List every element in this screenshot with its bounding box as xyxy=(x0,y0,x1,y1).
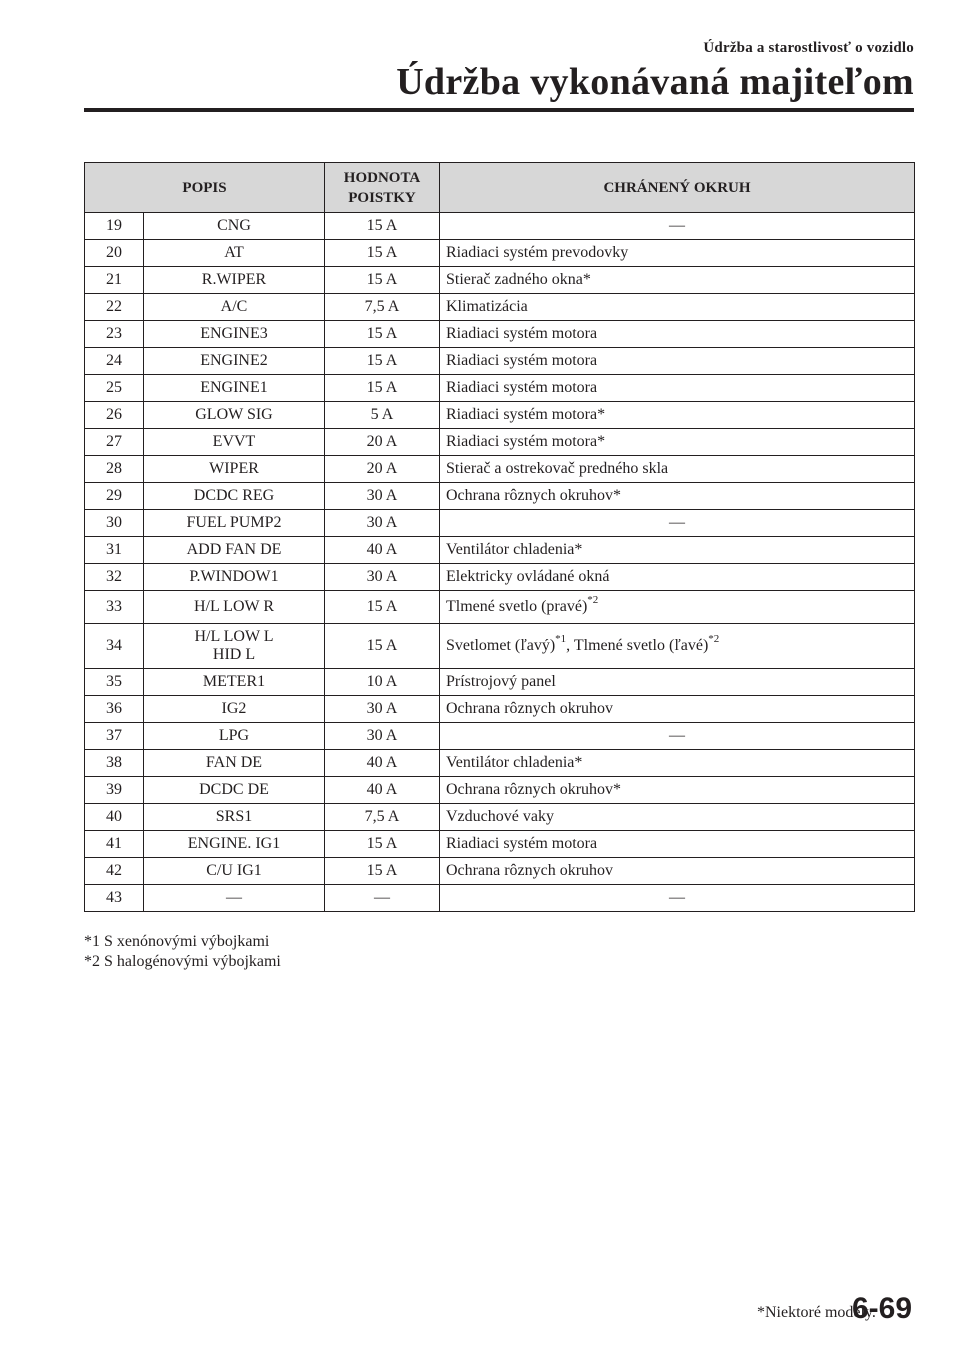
protected-circuit: Stierač a ostrekovač predného skla xyxy=(440,456,915,483)
table-row xyxy=(85,429,915,456)
fuse-name: H/L LOW R xyxy=(144,591,325,624)
header-hodnota-line1: HODNOTA xyxy=(343,169,421,186)
fuse-amperage: 5 A xyxy=(325,402,440,429)
fuse-amperage: 30 A xyxy=(325,564,440,591)
fuse-amperage: 15 A xyxy=(325,591,440,624)
fuse-number: 36 xyxy=(85,696,144,723)
fuse-name: GLOW SIG xyxy=(144,402,325,429)
fuse-amperage: 40 A xyxy=(325,537,440,564)
fuse-number: 41 xyxy=(85,831,144,858)
table-row xyxy=(85,669,915,696)
fuse-amperage: 20 A xyxy=(325,456,440,483)
fuse-amperage: 20 A xyxy=(325,429,440,456)
protected-circuit: Ochrana rôznych okruhov* xyxy=(440,777,915,804)
protected-circuit: Riadiaci systém motora* xyxy=(440,402,915,429)
fuse-table-body xyxy=(85,213,915,912)
fuse-name: EVVT xyxy=(144,429,325,456)
fuse-amperage: 15 A xyxy=(325,348,440,375)
circuit-text: , Tlmené svetlo (ľavé) xyxy=(566,637,709,654)
fuse-amperage: 30 A xyxy=(325,483,440,510)
section-title: Údržba a starostlivosť o vozidlo xyxy=(703,40,914,56)
fuse-number: 32 xyxy=(85,564,144,591)
protected-circuit: Riadiaci systém motora xyxy=(440,348,915,375)
footnote-1: *1 S xenónovými výbojkami xyxy=(84,933,270,950)
protected-circuit: Riadiaci systém motora xyxy=(440,375,915,402)
fuse-name: ENGINE2 xyxy=(144,348,325,375)
table-row xyxy=(85,483,915,510)
protected-circuit xyxy=(440,624,915,669)
fuse-number: 22 xyxy=(85,294,144,321)
fuse-name xyxy=(144,624,325,669)
header-okruh: CHRÁNENÝ OKRUH xyxy=(440,163,915,213)
table-row xyxy=(85,591,915,624)
fuse-number: 30 xyxy=(85,510,144,537)
fuse-name: DCDC REG xyxy=(144,483,325,510)
protected-circuit: Riadiaci systém prevodovky xyxy=(440,240,915,267)
protected-circuit: Prístrojový panel xyxy=(440,669,915,696)
fuse-amperage: 30 A xyxy=(325,510,440,537)
protected-circuit xyxy=(440,591,915,624)
protected-circuit: Ochrana rôznych okruhov* xyxy=(440,483,915,510)
fuse-number: 43 xyxy=(85,885,144,912)
table-header-row xyxy=(85,163,915,213)
fuse-name: LPG xyxy=(144,723,325,750)
protected-circuit: Riadiaci systém motora* xyxy=(440,429,915,456)
protected-circuit: Elektricky ovládané okná xyxy=(440,564,915,591)
fuse-number: 21 xyxy=(85,267,144,294)
fuse-name: FAN DE xyxy=(144,750,325,777)
fuse-name: A/C xyxy=(144,294,325,321)
fuse-number: 20 xyxy=(85,240,144,267)
footnote-2: *2 S halogénovými výbojkami xyxy=(84,953,281,970)
header-hodnota-line2: POISTKY xyxy=(348,189,416,206)
fuse-number: 25 xyxy=(85,375,144,402)
protected-circuit: — xyxy=(440,213,915,240)
protected-circuit: Ochrana rôznych okruhov xyxy=(440,696,915,723)
fuse-number: 35 xyxy=(85,669,144,696)
fuse-amperage: — xyxy=(325,885,440,912)
fuse-table xyxy=(84,162,915,912)
fuse-name: P.WINDOW1 xyxy=(144,564,325,591)
protected-circuit: Vzduchové vaky xyxy=(440,804,915,831)
protected-circuit: Stierač zadného okna* xyxy=(440,267,915,294)
fuse-amperage: 30 A xyxy=(325,696,440,723)
table-row xyxy=(85,831,915,858)
fuse-number: 40 xyxy=(85,804,144,831)
protected-circuit: — xyxy=(440,723,915,750)
protected-circuit: — xyxy=(440,510,915,537)
table-row xyxy=(85,750,915,777)
fuse-amperage: 10 A xyxy=(325,669,440,696)
fuse-number: 24 xyxy=(85,348,144,375)
circuit-text: Svetlomet (ľavý) xyxy=(446,637,556,654)
table-row xyxy=(85,885,915,912)
fuse-name: IG2 xyxy=(144,696,325,723)
protected-circuit: Klimatizácia xyxy=(440,294,915,321)
fuse-number: 29 xyxy=(85,483,144,510)
fuse-name: METER1 xyxy=(144,669,325,696)
fuse-amperage: 15 A xyxy=(325,213,440,240)
fuse-name: — xyxy=(144,885,325,912)
table-row xyxy=(85,456,915,483)
fuse-number: 23 xyxy=(85,321,144,348)
header-popis: POPIS xyxy=(85,163,325,213)
table-row xyxy=(85,804,915,831)
protected-circuit: Riadiaci systém motora xyxy=(440,321,915,348)
table-row xyxy=(85,375,915,402)
fuse-number: 19 xyxy=(85,213,144,240)
footnote-ref: *1 xyxy=(555,632,567,645)
fuse-number: 28 xyxy=(85,456,144,483)
fuse-amperage: 15 A xyxy=(325,240,440,267)
fuse-name: CNG xyxy=(144,213,325,240)
page-number: 6-69 xyxy=(852,1292,913,1325)
header-hodnota xyxy=(325,163,440,213)
fuse-amperage: 40 A xyxy=(325,777,440,804)
table-row xyxy=(85,240,915,267)
protected-circuit: Ventilátor chladenia* xyxy=(440,537,915,564)
fuse-name: DCDC DE xyxy=(144,777,325,804)
fuse-name: AT xyxy=(144,240,325,267)
fuse-number: 38 xyxy=(85,750,144,777)
fuse-number: 42 xyxy=(85,858,144,885)
fuse-amperage: 15 A xyxy=(325,267,440,294)
table-row xyxy=(85,537,915,564)
fuse-amperage: 15 A xyxy=(325,831,440,858)
circuit-text: Tlmené svetlo (pravé) xyxy=(446,598,588,615)
fuse-number: 39 xyxy=(85,777,144,804)
table-row xyxy=(85,696,915,723)
fuse-name: WIPER xyxy=(144,456,325,483)
fuse-amperage: 40 A xyxy=(325,750,440,777)
fuse-amperage: 7,5 A xyxy=(325,294,440,321)
fuse-number: 33 xyxy=(85,591,144,624)
table-row xyxy=(85,564,915,591)
fuse-name: ADD FAN DE xyxy=(144,537,325,564)
fuse-number: 27 xyxy=(85,429,144,456)
fuse-amperage: 7,5 A xyxy=(325,804,440,831)
protected-circuit: — xyxy=(440,885,915,912)
page-title: Údržba vykonávaná majiteľom xyxy=(396,61,914,103)
protected-circuit: Riadiaci systém motora xyxy=(440,831,915,858)
fuse-name: FUEL PUMP2 xyxy=(144,510,325,537)
fuse-amperage: 15 A xyxy=(325,375,440,402)
protected-circuit: Ochrana rôznych okruhov xyxy=(440,858,915,885)
fuse-number: 37 xyxy=(85,723,144,750)
table-row xyxy=(85,402,915,429)
fuse-amperage: 30 A xyxy=(325,723,440,750)
table-row xyxy=(85,348,915,375)
fuse-name-line: HID L xyxy=(212,646,256,663)
fuse-name: R.WIPER xyxy=(144,267,325,294)
footer-note: *Niektoré modely. xyxy=(757,1304,876,1321)
table-row xyxy=(85,510,915,537)
fuse-amperage: 15 A xyxy=(325,624,440,669)
table-row xyxy=(85,321,915,348)
fuse-name: SRS1 xyxy=(144,804,325,831)
table-row xyxy=(85,624,915,669)
table-row xyxy=(85,777,915,804)
table-row xyxy=(85,213,915,240)
fuse-number: 26 xyxy=(85,402,144,429)
fuse-name: ENGINE. IG1 xyxy=(144,831,325,858)
footnote-ref: *2 xyxy=(587,593,599,606)
fuse-amperage: 15 A xyxy=(325,321,440,348)
fuse-number: 34 xyxy=(85,624,144,669)
table-row xyxy=(85,294,915,321)
fuse-name-line: H/L LOW L xyxy=(194,628,274,645)
fuse-name: C/U IG1 xyxy=(144,858,325,885)
footnote-ref: *2 xyxy=(708,632,720,645)
fuse-name: ENGINE1 xyxy=(144,375,325,402)
footnotes xyxy=(84,932,281,972)
fuse-name: ENGINE3 xyxy=(144,321,325,348)
fuse-number: 31 xyxy=(85,537,144,564)
fuse-amperage: 15 A xyxy=(325,858,440,885)
table-row xyxy=(85,267,915,294)
table-row xyxy=(85,723,915,750)
header-divider xyxy=(84,108,914,112)
protected-circuit: Ventilátor chladenia* xyxy=(440,750,915,777)
table-row xyxy=(85,858,915,885)
